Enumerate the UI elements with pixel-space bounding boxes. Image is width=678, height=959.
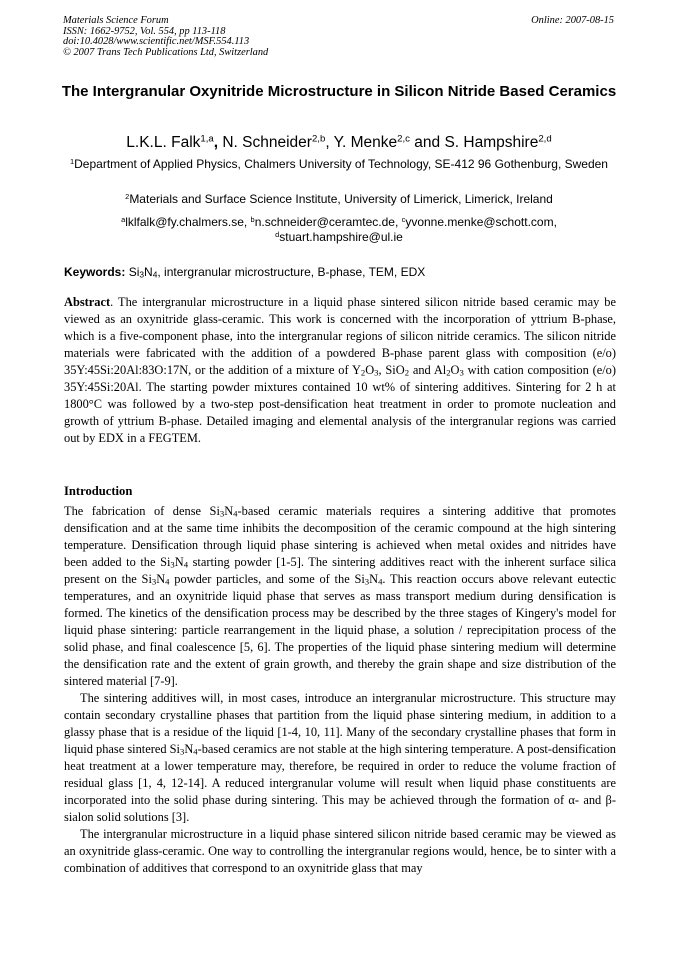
formula-subscript: 3 [151,576,157,587]
journal-issn: ISSN: 1662-9752, Vol. 554, pp 113-118 [63,25,226,37]
introduction-heading: Introduction [64,484,133,498]
formula-o: O [365,363,375,377]
paragraph-text: powder particles, and some of the [169,572,355,586]
affiliation-text: Department of Applied Physics, Chalmers University of Technology, SE-412 96 Gothenburg, Sweden [74,157,608,171]
journal-name: Materials Science Forum [63,15,169,26]
keywords-text: , intergranular microstructure, B-phase, TEM, EDX [157,265,426,279]
keywords-line [64,265,616,280]
formula-si: Si [354,572,365,586]
email-mark: c [401,214,406,224]
paragraph-text: The fabrication of dense [64,504,210,518]
journal-copyright: © 2007 Trans Tech Publications Ltd, Switzerland [63,46,269,58]
journal-doi: doi:10.4028/www.scientific.net/MSF.554.113 [63,36,250,48]
formula-o: O [450,363,460,377]
formula-subscript: 3 [364,576,370,587]
paragraph-text: starting powder [1-5]. The sintering additives react with the inherent surface silica present on the [64,555,616,586]
affiliation-number: 1 [70,156,75,166]
alpha-symbol: α [568,793,575,807]
formula-subscript: 3 [459,367,464,378]
paragraph [64,503,616,690]
author-name: S. Hampshire [444,134,539,151]
paper-title: The Intergranular Oxynitride Microstructure in Silicon Nitride Based Ceramics [61,83,617,100]
abstract-text: and Al [409,363,447,377]
paragraph [64,690,616,826]
introduction-body [64,503,616,877]
email-link[interactable]: lklfalk@fy.chalmers.se, [125,215,251,229]
email-link[interactable]: stuart.hampshire@ul.ie [279,230,403,244]
formula-subscript: 3 [219,508,225,519]
paragraph-text: . This reaction occurs above relevant eutectic temperatures, and an oxynitride liquid phase that serves as mass transport medium during densification is formed. The kinetics of the densification process may be described by the three stages of Kingery's model for liquid phase sintering: particle rearrangement in the liquid phase, a solution / reprecipitation process of the solid phase, and final coalescence [5, 6]. The properties of the liquid phase sintering medium will determine the densification rate and the extent of grain growth, and thereby the grain shape and size distribution of the sintered material [7-9]. [64,572,616,688]
author-emails [70,215,608,245]
paragraph-text: The sintering additives will, in most cases, introduce an intergranular microstructure. This structure may contain secondary crystalline phases that partition from the liquid phase sintering medium, in addition to a glassy phase that is a residue of the liquid [1-4, 10, 11]. Many of the secondary crystalline phases that form in liquid phase sintered [64,691,616,756]
formula-si: Si [169,742,180,756]
email-mark: b [250,214,255,224]
formula-subscript: 4 [183,559,189,570]
author-separator: and [409,134,445,151]
paragraph [64,826,616,877]
affiliation-1 [70,157,608,172]
affiliation-text: Materials and Surface Science Institute, University of Limerick, Limerick, Ireland [129,192,553,206]
formula-subscript: 3 [170,559,175,570]
formula-n: N [144,265,153,279]
formula-subscript: 4 [165,576,170,587]
author-affil-mark: 2,d [538,133,552,145]
paragraph-text: -based ceramics are not stable at the high sintering temperature. A post-densification heat treatment at a lower temperature may, therefore, be required in order to reduce the volume fraction of residual glass [1, 4, 12-14]. A reduced intergranular volume will result when liquid phase constituents are incorporated into the solid phase during sintering. This may be achieved through the formation of [64,742,616,807]
paragraph-text: -sialon solid solutions [3]. [64,793,616,824]
email-link[interactable]: n.schneider@ceramtec.de, [254,215,402,229]
formula-subscript: 3 [180,746,185,757]
formula-subscript: 4 [378,576,383,587]
formula-si: Si [209,504,220,518]
author-separator: , [325,134,334,151]
beta-symbol: β [605,793,612,807]
abstract-text: . The intergranular microstructure in a liquid phase sintered silicon nitride based ceramic may be viewed as an oxynitride glass-ceramic. This work is concerned with the incorporation of yttrium B-phase, which is a five-component phase, into the intergranular regions of silicon nitride ceramics. The silicon nitride materials were fabricated with the addition of a powdered B-phase parent glass with composition (e/o) 35Y:45Si:20Al:83O:17N, or the addition of a mixture of Y [64,295,616,377]
formula-subscript: 2 [360,367,366,378]
email-mark: a [121,214,126,224]
affiliation-2 [70,192,608,207]
abstract-text: , SiO [378,363,405,377]
formula-n: N [174,555,184,569]
journal-header [63,16,268,58]
abstract-paragraph [64,294,616,447]
formula-subscript: 3 [374,367,379,378]
author-affil-mark: 2,b [311,133,326,145]
formula-n: N [156,572,166,586]
paragraph-text: - and [574,793,606,807]
author-name: N. Schneider [222,134,312,151]
formula-subscript: 2 [446,367,451,378]
formula-subscript: 3 [139,269,145,280]
formula-subscript: 4 [193,746,198,757]
formula-subscript: 4 [233,508,238,519]
formula-n: N [224,504,234,518]
formula-subscript: 4 [152,269,158,280]
author-affil-mark: 2,c [397,133,410,145]
email-mark: d [275,229,280,239]
author-name: L.K.L. Falk [126,134,201,151]
affiliation-number: 2 [125,191,130,201]
paragraph-text: The intergranular microstructure in a liquid phase sintered silicon nitride based ceramic may be viewed as an oxynitride glass-ceramic. One way to controlling the intergranular regions would, hence, be to sinter with a combination of additives that correspond to an oxynitride glass that may [64,827,616,875]
formula-n: N [184,742,194,756]
online-date: Online: 2007-08-15 [531,15,614,26]
formula-n: N [369,572,379,586]
author-name: Y. Menke [333,134,398,151]
author-separator: , [213,134,223,151]
author-affil-mark: 1,a [200,133,214,145]
abstract-text: with cation composition (e/o) 35Y:45Si:20Al. The starting powder mixtures contained 10 wt% of sintering additives. Sintering for 2 h at 1800°C was followed by a two-step post-densification heat treatment in order to promote nucleation and growth of yttrium B-phase. Detailed imaging and elemental analysis of the intergranular regions was carried out by EDX in a FEGTEM. [64,363,616,445]
paragraph-text: -based ceramic materials requires a sintering additive that promotes densification and at the same time inhibits the decomposition of the ceramic compound at the high sintering temperature. Densification through liquid phase sintering is achieved when metal oxides and nitrides have been added to the [64,504,616,569]
formula-subscript: 2 [404,367,410,378]
formula-si: Si [141,572,152,586]
abstract-label: Abstract [64,295,111,309]
author-list [40,134,638,152]
email-link[interactable]: yvonne.menke@schott.com, [405,215,557,229]
formula-si: Si [128,265,140,279]
keywords-label: Keywords: [64,265,126,279]
formula-si: Si [160,555,171,569]
